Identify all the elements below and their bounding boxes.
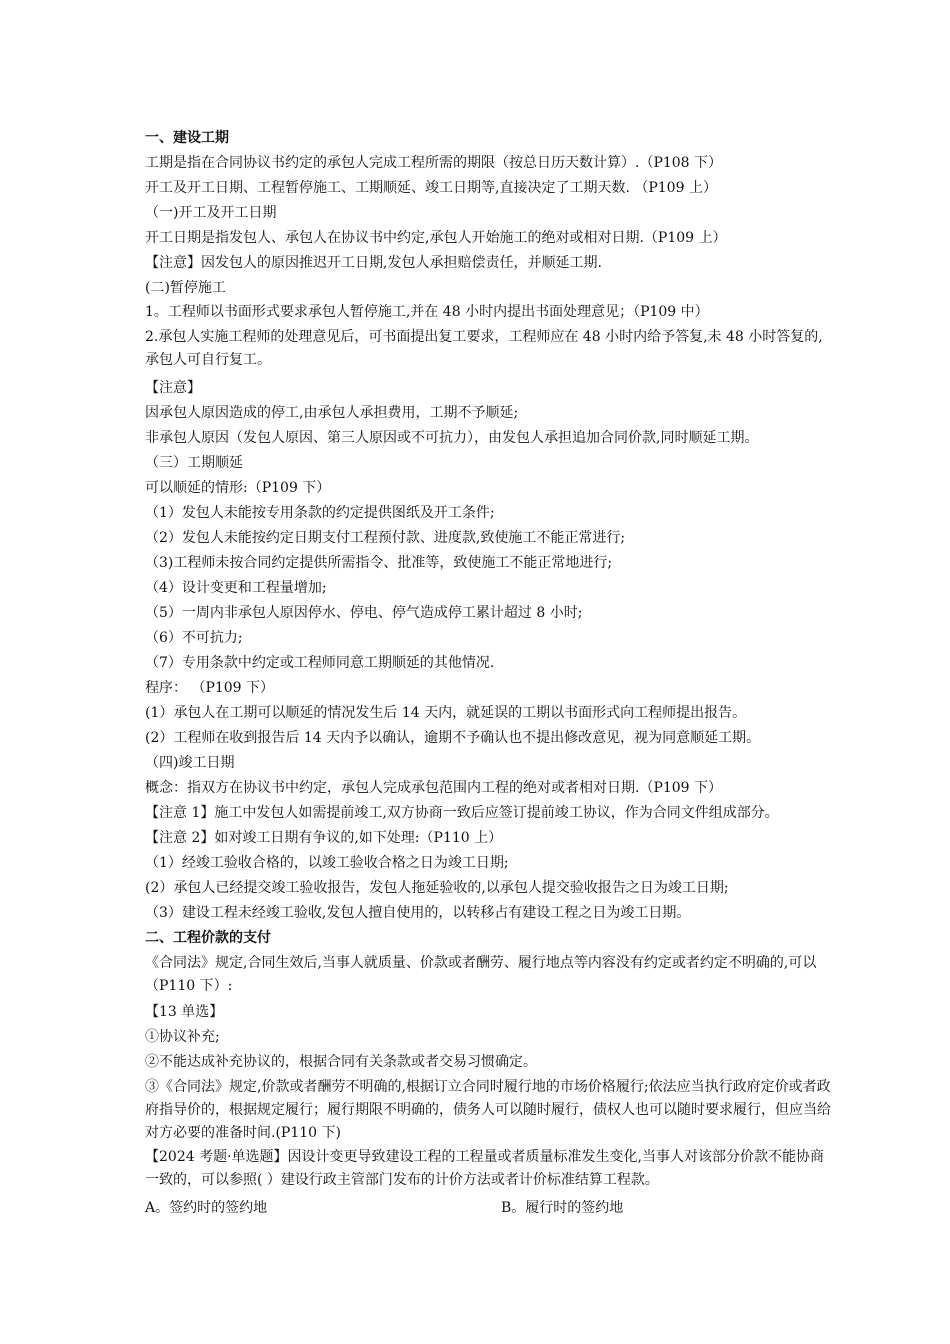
- paragraph-line: 程序： （P109 下）: [145, 680, 275, 696]
- list-item: ②不能达成补充协议的，根据合同有关条款或者交易习惯确定。: [145, 1054, 537, 1070]
- subheading-suspension: (二)暂停施工: [145, 280, 226, 296]
- subheading-completion-date: （四)竣工日期: [145, 755, 235, 771]
- option-b: B。履行时的签约地: [501, 1200, 624, 1216]
- subheading-extension: （三）工期顺延: [145, 455, 243, 471]
- list-item: （2）发包人未能按约定日期支付工程预付款、进度款,致使施工不能正常进行;: [145, 530, 626, 546]
- list-item: (2）工程师在收到报告后 14 天内予以确认，逾期不予确认也不提出修改意见，视为同意顺延工期。: [145, 730, 761, 746]
- tag-label: 【13 单选】: [145, 1004, 224, 1020]
- list-item: (1）承包人在工期可以顺延的情况发生后 14 天内，就延误的工期以书面形式向工程师提出报告。: [145, 705, 747, 721]
- option-a: A。签约时的签约地: [145, 1200, 268, 1216]
- section-heading-payment: 二、工程价款的支付: [145, 930, 271, 946]
- paragraph-line: 工期是指在合同协议书约定的承包人完成工程所需的期限（按总日历天数计算）.（P108 下）: [145, 155, 723, 171]
- list-item: （3）建设工程未经竣工验收,发包人擅自使用的，以转移占有建设工程之日为竣工日期。: [145, 905, 691, 921]
- paragraph-line: 非承包人原因（发包人原因、第三人原因或不可抗力），由发包人承担追加合同价款,同时顺延工期。: [145, 430, 759, 446]
- list-item: （7）专用条款中约定或工程师同意工期顺延的其他情况.: [145, 655, 495, 671]
- subheading-start-date: （一)开工及开工日期: [145, 205, 277, 221]
- list-item: (2）承包人已经提交竣工验收报告，发包人拖延验收的,以承包人提交验收报告之日为竣工日期;: [145, 880, 729, 896]
- paragraph-wrapped: 2.承包人实施工程师的处理意见后，可书面提出复工要求，工程师应在 48 小时内给予答复,未 48 小时答复的,承包人可自行复工。: [145, 329, 823, 368]
- list-item: （1）经竣工验收合格的，以竣工验收合格之日为竣工日期;: [145, 855, 509, 871]
- paragraph-line: 1。工程师以书面形式要求承包人暂停施工,并在 48 小时内提出书面处理意见；（P109 中）: [145, 304, 709, 320]
- list-item: （1）发包人未能按专用条款的约定提供图纸及开工条件;: [145, 505, 495, 521]
- list-item: （3)工程师未按合同约定提供所需指令、批准等，致使施工不能正常地进行;: [145, 555, 613, 571]
- paragraph-line: 概念：指双方在协议书中约定，承包人完成承包范围内工程的绝对或者相对日期.（P109 下）: [145, 780, 723, 796]
- section-heading-construction-period: 一、建设工期: [145, 130, 229, 146]
- list-item: ①协议补充;: [145, 1029, 220, 1045]
- exam-question: 【2024 考题·单选题】因设计变更导致建设工程的工程量或者质量标准发生变化,当事人对该部分价款不能协商一致的，可以参照( ）建设行政主管部门发布的计价方法或者计价标准结算工程款。: [145, 1149, 824, 1188]
- list-item: （4）设计变更和工程量增加;: [145, 580, 327, 596]
- note-line: 【注意 2】如对竣工日期有争议的,如下处理:（P110 上）: [145, 830, 503, 846]
- list-item: （5）一周内非承包人原因停水、停电、停气造成停工累计超过 8 小时;: [145, 605, 583, 621]
- paragraph-line: 因承包人原因造成的停工,由承包人承担费用，工期不予顺延;: [145, 405, 519, 421]
- paragraph-line: 可以顺延的情形:（P109 下）: [145, 480, 331, 496]
- paragraph-wrapped: 《合同法》规定,合同生效后,当事人就质量、价款或者酬劳、履行地点等内容没有约定或者约定不明确的,可以（P110 下）:: [145, 955, 817, 994]
- answer-options: [145, 1200, 835, 1216]
- note-line: 【注意】因发包人的原因推迟开工日期,发包人承担赔偿责任，并顺延工期.: [145, 255, 602, 271]
- paragraph-line: 开工日期是指发包人、承包人在协议书中约定,承包人开始施工的绝对或相对日期.（P109 上）: [145, 230, 727, 246]
- paragraph-wrapped: ③《合同法》规定,价款或者酬劳不明确的,根据订立合同时履行地的市场价格履行;依法应当执行政府定价或者政府指导价的，根据规定履行；履行期限不明确的，债务人可以随时履行，债权人也可以随时要求履行，但应当给对方必要的准备时间.(P110 下): [145, 1079, 831, 1141]
- note-line: 【注意 1】施工中发包人如需提前竣工,双方协商一致后应签订提前竣工协议，作为合同文件组成部分。: [145, 805, 779, 821]
- paragraph-line: 开工及开工日期、工程暂停施工、工期顺延、竣工日期等,直接决定了工期天数. （P109 上）: [145, 180, 717, 196]
- list-item: （6）不可抗力;: [145, 630, 243, 646]
- note-label: 【注意】: [145, 380, 201, 396]
